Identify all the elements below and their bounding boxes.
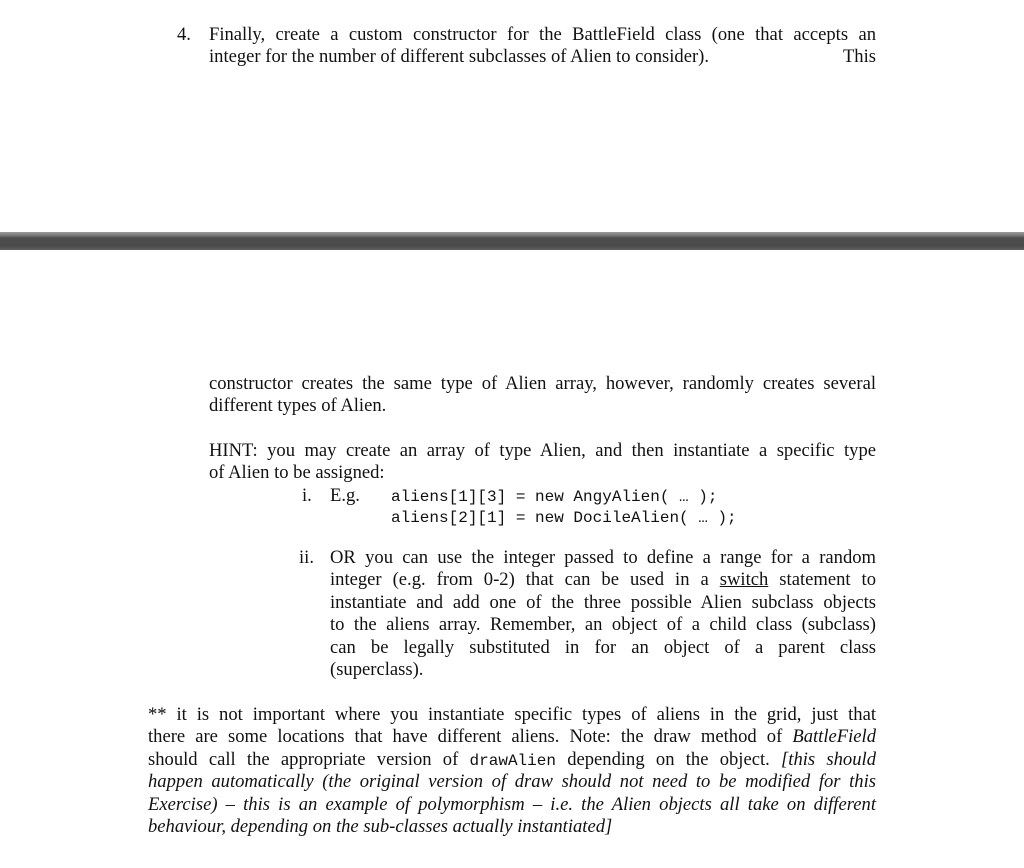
note-line2 [148, 726, 876, 748]
note-line6: behaviour, depending on the sub-classes actually instantiated] [148, 816, 613, 837]
switch-keyword: switch [719, 569, 769, 590]
battlefield-ref: BattleField [792, 726, 876, 747]
note-line4: happen automatically (the original version of draw should not need to be modified for this [148, 771, 876, 792]
item-ii-line4: to the aliens array. Remember, an object of a child class (subclass) [330, 614, 876, 635]
item-ii-line2 [330, 569, 876, 591]
item-ii-marker: ii. [299, 547, 314, 568]
item-i-marker: i. [302, 485, 312, 506]
item-ii-line5: can be legally substituted in for an object of a parent class [330, 637, 876, 658]
page-break-divider [0, 232, 1024, 250]
hint-line1: HINT: you may create an array of type Alien, and then instantiate a specific type [209, 440, 876, 461]
hint-line2: of Alien to be assigned: [209, 462, 385, 483]
note-line2-text: there are some locations that have different aliens. Note: the draw method of [148, 726, 793, 747]
drawalien-code: drawAlien [469, 752, 556, 770]
item4-line2-end: This [842, 46, 876, 67]
note-line3 [148, 749, 876, 772]
item-ii-line3: instantiate and add one of the three possible Alien subclass objects [330, 592, 876, 613]
item4-line2 [209, 46, 876, 68]
para1-line1: constructor creates the same type of Alien array, however, randomly creates several [209, 373, 876, 394]
note-line3-italic: [this should [781, 749, 876, 770]
note-line3-post: depending on the object. [555, 749, 782, 770]
item-i-label: E.g. [330, 485, 360, 506]
item4-line2-text: integer for the number of different subclasses of Alien to consider). [209, 46, 709, 67]
para1-line2: different types of Alien. [209, 395, 387, 416]
item-ii-line2-pre: integer (e.g. from 0-2) that can be used in a [330, 569, 720, 590]
item-ii-line6: (superclass). [330, 659, 424, 680]
code-line-1: aliens[1][3] = new AngyAlien( … ); [391, 488, 718, 506]
item4-line1: Finally, create a custom constructor for the BattleField class (one that accepts an [209, 24, 876, 45]
note-line3-pre: should call the appropriate version of [148, 749, 470, 770]
item-ii-line2-post: statement to [768, 569, 876, 590]
note-line1: ** it is not important where you instantiate specific types of aliens in the grid, just that [148, 704, 876, 725]
code-line-2: aliens[2][1] = new DocileAlien( … ); [391, 509, 737, 527]
list-number: 4. [177, 24, 191, 45]
item-ii-line1: OR you can use the integer passed to define a range for a random [330, 547, 876, 568]
note-line5: Exercise) – this is an example of polymorphism – i.e. the Alien objects all take on different [148, 794, 876, 815]
